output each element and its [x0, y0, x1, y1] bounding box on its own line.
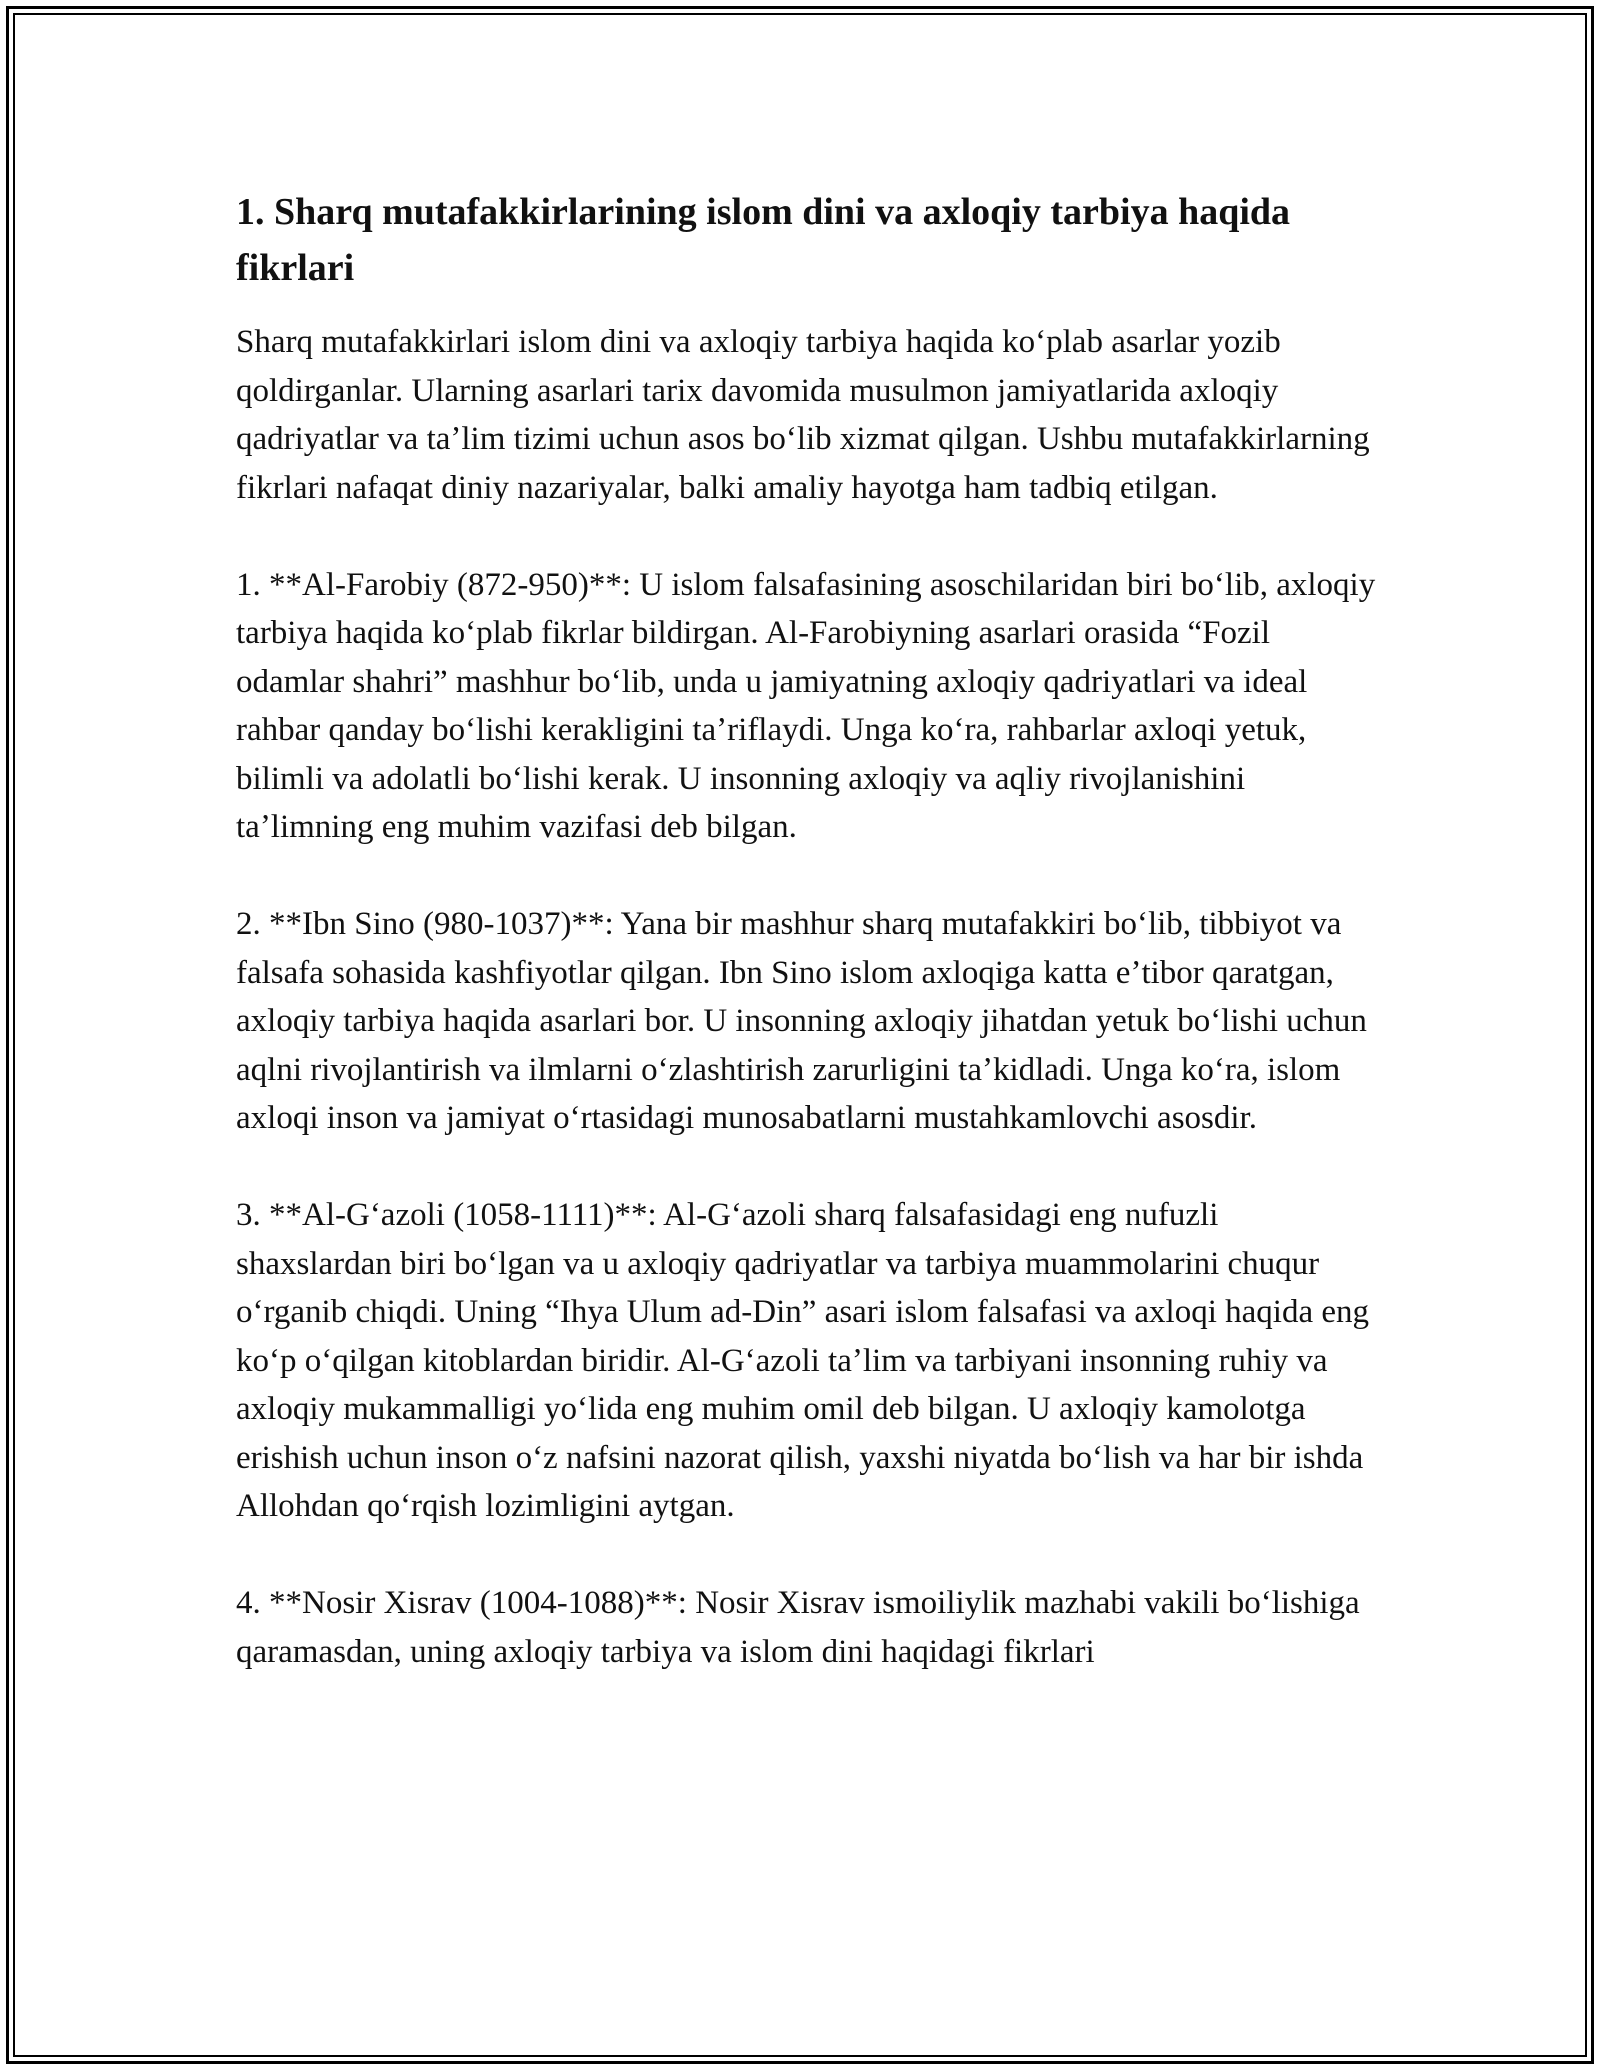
- section-heading: 1. Sharq mutafakkirlarining islom dini va axloqiy tarbiya haqida fikrlari: [236, 191, 1291, 289]
- list-item-ibn-sino: 2. **Ibn Sino (980-1037)**: Yana bir mashhur sharq mutafakkiri boʻlib, tibbiyot va falsafa sohasida kashfiyotlar qilgan. Ibn Sino islom axloqiga katta eʼtibor qaratgan, axloqiy tarbiya haqida asarlari bor. U insonning axloqiy jihatdan yetuk boʻlishi uchun aqlni rivojlantirish va ilmlarni oʻzlashtirish zarurligini taʼkidladi. Unga koʻra, islom axloqi inson va jamiyat oʻrtasidagi munosabatlarni mustahkamlovchi asosdir.: [236, 906, 1367, 1136]
- list-item-al-gazoli: 3. **Al-Gʻazoli (1058-1111)**: Al-Gʻazoli sharq falsafasidagi eng nufuzli shaxslardan biri boʻlgan va u axloqiy qadriyatlar va tarbiya muammolarini chuqur oʻrganib chiqdi. Uning “Ihya Ulum ad-Din” asari islom falsafasi va axloqi haqida eng koʻp oʻqilgan kitoblardan biridir. Al-Gʻazoli taʼlim va tarbiyani insonning ruhiy va axloqiy mukammalligi yoʻlida eng muhim omil deb bilgan. U axloqiy kamolotga erishish uchun inson oʻz nafsini nazorat qilish, yaxshi niyatda boʻlish va har bir ishda Allohdan qoʻrqish lozimligini aytgan.: [236, 1197, 1369, 1524]
- document-body: [236, 184, 1376, 1725]
- intro-paragraph: Sharq mutafakkirlari islom dini va axloqiy tarbiya haqida koʻplab asarlar yozib qoldirganlar. Ularning asarlari tarix davomida musulmon jamiyatlarida axloqiy qadriyatlar va taʼlim tizimi uchun asos boʻlib xizmat qilgan. Ushbu mutafakkirlarning fikrlari nafaqat diniy nazariyalar, balki amaliy hayotga ham tadbiq etilgan.: [236, 324, 1370, 506]
- list-item-nosir-xisrav: 4. **Nosir Xisrav (1004-1088)**: Nosir Xisrav ismoiliylik mazhabi vakili boʻlishiga qaramasdan, uning axloqiy tarbiya va islom dini haqidagi fikrlari: [236, 1585, 1360, 1670]
- list-item-al-farobiy: 1. **Al-Farobiy (872-950)**: U islom falsafasining asoschilaridan biri boʻlib, axloqiy tarbiya haqida koʻplab fikrlar bildirgan. Al-Farobiyning asarlari orasida “Fozil odamlar shahri” mashhur boʻlib, unda u jamiyatning axloqiy qadriyatlari va ideal rahbar qanday boʻlishi kerakligini taʼriflaydi. Unga koʻra, rahbarlar axloqi yetuk, bilimli va adolatli boʻlishi kerak. U insonning axloqiy va aqliy rivojlanishini taʼlimning eng muhim vazifasi deb bilgan.: [236, 566, 1376, 845]
